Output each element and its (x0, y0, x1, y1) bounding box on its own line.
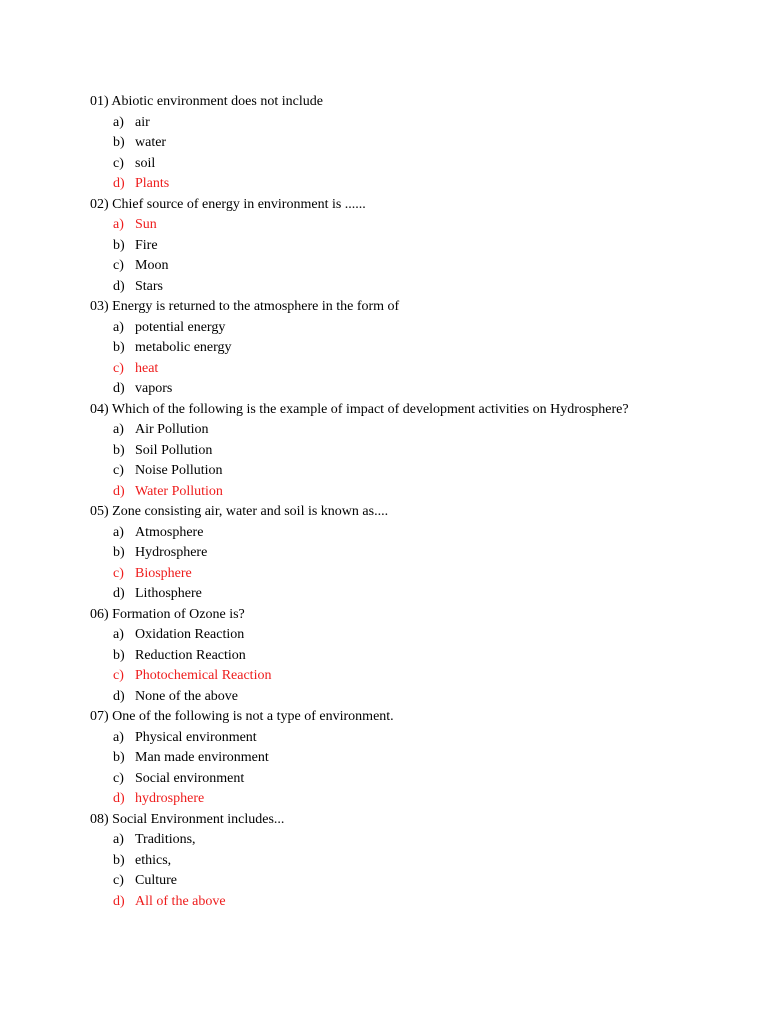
option-letter-wrap (90, 113, 135, 134)
option-text: Noise Pollution (135, 463, 223, 478)
question-number: 08) (90, 811, 109, 827)
option-text: water (135, 135, 167, 150)
question-8 (90, 810, 768, 913)
option-letter-wrap (90, 277, 135, 298)
question-line (90, 297, 768, 318)
option-letter-wrap (90, 174, 135, 195)
question-text: Chief source of energy in environment is ...... (112, 196, 366, 212)
option-letter: a) (113, 422, 124, 437)
question-3 (90, 297, 768, 400)
option-text: vapors (135, 381, 173, 396)
question-line (90, 92, 768, 113)
option-text: Air Pollution (135, 422, 209, 437)
option-letter: c) (113, 258, 124, 273)
option-text: Physical environment (135, 729, 257, 745)
answer-option (90, 133, 768, 154)
option-text: Atmosphere (135, 524, 204, 540)
answer-option (90, 318, 768, 339)
option-list (90, 215, 768, 297)
option-letter-wrap (90, 215, 135, 236)
option-text: Biosphere (135, 565, 192, 581)
option-text: Water Pollution (135, 483, 223, 499)
question-6 (90, 605, 768, 708)
option-list (90, 728, 768, 810)
option-letter-wrap (90, 154, 135, 175)
question-1 (90, 92, 768, 195)
option-letter-wrap (90, 318, 135, 339)
correct-answer-option (90, 666, 768, 687)
option-letter-wrap (90, 871, 135, 892)
option-letter-wrap (90, 564, 135, 585)
option-text: Reduction Reaction (135, 647, 246, 663)
question-line (90, 400, 768, 421)
option-letter: c) (113, 565, 124, 581)
option-text: Traditions, (135, 832, 196, 847)
question-text: Social Environment includes... (112, 811, 285, 827)
option-list (90, 523, 768, 605)
option-text: ethics, (135, 852, 172, 868)
option-letter-wrap (90, 687, 135, 708)
option-letter: b) (113, 852, 125, 868)
answer-option (90, 871, 768, 892)
option-letter: b) (113, 750, 125, 765)
option-letter-wrap (90, 482, 135, 503)
question-5 (90, 502, 768, 605)
option-letter-wrap (90, 646, 135, 667)
answer-option (90, 154, 768, 175)
answer-option (90, 728, 768, 749)
option-list (90, 830, 768, 912)
option-letter: a) (113, 729, 124, 745)
option-letter-wrap (90, 789, 135, 810)
option-letter: c) (113, 873, 124, 888)
question-line (90, 195, 768, 216)
question-line (90, 810, 768, 831)
option-letter-wrap (90, 892, 135, 913)
option-text: Fire (135, 237, 158, 253)
option-letter-wrap (90, 359, 135, 380)
option-letter-wrap (90, 379, 135, 400)
correct-answer-option (90, 789, 768, 810)
option-text: Photochemical Reaction (135, 668, 272, 683)
option-letter: d) (113, 278, 125, 294)
option-letter: b) (113, 545, 125, 560)
option-letter-wrap (90, 625, 135, 646)
correct-answer-option (90, 359, 768, 380)
option-text: heat (135, 360, 159, 376)
option-list (90, 625, 768, 707)
option-letter: c) (113, 155, 124, 171)
option-letter: a) (113, 627, 124, 642)
option-letter-wrap (90, 666, 135, 687)
answer-option (90, 851, 768, 872)
option-letter-wrap (90, 420, 135, 441)
option-letter: c) (113, 770, 124, 786)
option-letter-wrap (90, 461, 135, 482)
option-list (90, 318, 768, 400)
answer-option (90, 113, 768, 134)
answer-option (90, 687, 768, 708)
question-text: Abiotic environment does not include (111, 94, 323, 109)
correct-answer-option (90, 892, 768, 913)
answer-option (90, 646, 768, 667)
option-letter-wrap (90, 441, 135, 462)
answer-option (90, 769, 768, 790)
option-text: Oxidation Reaction (135, 627, 245, 642)
option-letter: c) (113, 360, 124, 376)
option-letter: b) (113, 135, 125, 150)
option-letter-wrap (90, 256, 135, 277)
option-letter: b) (113, 340, 125, 355)
correct-answer-option (90, 482, 768, 503)
question-line (90, 707, 768, 728)
option-letter: a) (113, 524, 124, 540)
option-letter: a) (113, 832, 124, 847)
option-letter-wrap (90, 851, 135, 872)
question-text: Zone consisting air, water and soil is known as.... (112, 504, 389, 519)
option-letter-wrap (90, 543, 135, 564)
option-text: hydrosphere (135, 791, 205, 806)
option-letter: d) (113, 381, 125, 396)
option-text: Culture (135, 873, 177, 888)
question-line (90, 502, 768, 523)
option-letter: a) (113, 114, 124, 130)
question-text: Which of the following is the example of impact of development activities on Hydrosphere? (111, 401, 629, 417)
question-number: 02) (90, 196, 109, 212)
option-letter-wrap (90, 769, 135, 790)
answer-option (90, 625, 768, 646)
question-4 (90, 400, 768, 503)
answer-option (90, 748, 768, 769)
option-text: Social environment (135, 770, 245, 786)
option-letter: d) (113, 791, 125, 806)
question-number: 06) (90, 606, 109, 622)
option-text: Stars (135, 278, 163, 294)
option-letter: d) (113, 483, 125, 499)
option-letter-wrap (90, 523, 135, 544)
option-text: Sun (135, 217, 157, 232)
option-text: Moon (135, 258, 169, 273)
option-text: air (135, 114, 150, 130)
answer-option (90, 584, 768, 605)
option-letter: b) (113, 237, 125, 253)
option-text: None of the above (135, 688, 239, 704)
option-letter: a) (113, 217, 124, 232)
option-letter: b) (113, 442, 125, 458)
answer-option (90, 256, 768, 277)
option-letter-wrap (90, 584, 135, 605)
question-text: One of the following is not a type of environment. (112, 709, 394, 724)
option-list (90, 420, 768, 502)
option-letter: c) (113, 463, 124, 478)
option-text: Man made environment (135, 750, 269, 765)
option-list (90, 113, 768, 195)
answer-option (90, 236, 768, 257)
option-text: Hydrosphere (135, 545, 208, 560)
question-7 (90, 707, 768, 810)
option-letter: a) (113, 319, 124, 335)
option-text: Soil Pollution (135, 442, 213, 458)
option-letter-wrap (90, 830, 135, 851)
option-text: metabolic energy (135, 340, 232, 355)
correct-answer-option (90, 215, 768, 236)
option-letter: d) (113, 176, 125, 191)
question-line (90, 605, 768, 626)
option-letter: d) (113, 688, 125, 704)
correct-answer-option (90, 174, 768, 195)
answer-option (90, 523, 768, 544)
option-letter-wrap (90, 236, 135, 257)
question-text: Formation of Ozone is? (112, 606, 245, 622)
option-letter: b) (113, 647, 125, 663)
question-number: 03) (90, 299, 109, 314)
option-text: soil (135, 155, 156, 171)
option-text: All of the above (135, 893, 226, 909)
answer-option (90, 277, 768, 298)
answer-option (90, 420, 768, 441)
option-text: potential energy (135, 319, 226, 335)
option-letter-wrap (90, 748, 135, 769)
answer-option (90, 461, 768, 482)
answer-option (90, 543, 768, 564)
option-letter-wrap (90, 338, 135, 359)
option-text: Plants (135, 176, 170, 191)
answer-option (90, 830, 768, 851)
question-number: 07) (90, 709, 109, 724)
option-letter: d) (113, 586, 125, 601)
answer-option (90, 338, 768, 359)
option-letter-wrap (90, 133, 135, 154)
question-number: 05) (90, 504, 109, 519)
question-number: 01) (90, 94, 109, 109)
question-text: Energy is returned to the atmosphere in the form of (112, 299, 400, 314)
option-text: Lithosphere (135, 586, 202, 601)
option-letter: d) (113, 893, 125, 909)
option-letter: c) (113, 668, 124, 683)
answer-option (90, 379, 768, 400)
question-2 (90, 195, 768, 298)
question-list (90, 92, 768, 912)
answer-option (90, 441, 768, 462)
question-number: 04) (90, 401, 109, 417)
correct-answer-option (90, 564, 768, 585)
option-letter-wrap (90, 728, 135, 749)
